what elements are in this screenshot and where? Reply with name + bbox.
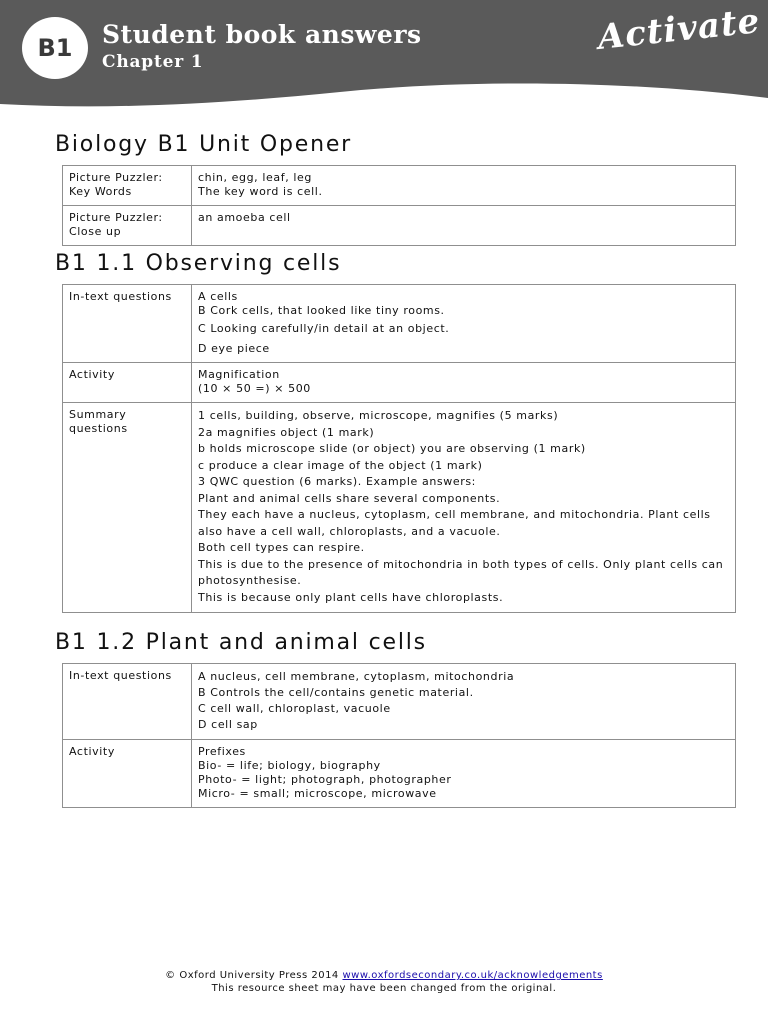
table-row (63, 206, 736, 246)
row-label: Summary questions (63, 403, 192, 613)
row-answer: 1 cells, building, observe, microscope, magnifies (5 marks) 2a magnifies object (1 mark) b holds microscope slide (or object) you are observing (1 mark) c produce a clear image of the object (1 mark) 3 QWC question (6 marks). Example answers: Plant and animal cells share several components. They each have a nucleus, cytoplasm, cell membrane, and mitochondria. Plant cells also have a cell wall, chloroplasts, and a vacuole. Both cell types can respire. This is due to the presence of mitochondria in both types of cells. Only plant cells can photosynthesise. This is because only plant cells have chloroplasts. (192, 403, 736, 613)
row-answer: chin, egg, leaf, leg The key word is cell. (192, 166, 736, 206)
table-row (63, 285, 736, 363)
table-row (63, 664, 736, 740)
row-answer: A nucleus, cell membrane, cytoplasm, mitochondria B Controls the cell/contains genetic material. C cell wall, chloroplast, vacuole D cell sap (192, 664, 736, 740)
row-answer: an amoeba cell (192, 206, 736, 246)
table-observing-cells (62, 284, 736, 613)
row-label: In-text questions (63, 664, 192, 740)
row-label: In-text questions (63, 285, 192, 363)
header-title: Student book answers (102, 20, 422, 49)
row-label: Picture Puzzler: Close up (63, 206, 192, 246)
row-answer: A cells B Cork cells, that looked like tiny rooms. C Looking carefully/in detail at an object. D eye piece (192, 285, 736, 363)
row-answer: Prefixes Bio- = life; biology, biography Photo- = light; photograph, photographer Micro- = small; microscope, microwave (192, 740, 736, 808)
table-unit-opener (62, 165, 736, 246)
row-label: Activity (63, 740, 192, 808)
footer (0, 969, 768, 995)
section-title-unit-opener: Biology B1 Unit Opener (55, 132, 353, 157)
footer-copyright-line (0, 969, 768, 982)
footer-note: This resource sheet may have been changed from the original. (211, 983, 557, 994)
copyright-text: © Oxford University Press 2014 (165, 970, 339, 981)
table-row (63, 740, 736, 808)
table-row (63, 403, 736, 613)
table-row (63, 363, 736, 403)
row-label: Activity (63, 363, 192, 403)
header-subtitle: Chapter 1 (102, 52, 204, 72)
badge-text: B1 (37, 34, 73, 62)
row-answer: Magnification (10 × 50 =) × 500 (192, 363, 736, 403)
section-title-observing-cells: B1 1.1 Observing cells (55, 251, 342, 276)
table-row (63, 166, 736, 206)
row-label: Picture Puzzler: Key Words (63, 166, 192, 206)
table-plant-animal-cells (62, 663, 736, 808)
chapter-badge (22, 17, 88, 79)
activate-logo: Activate (595, 1, 763, 58)
section-title-plant-animal-cells: B1 1.2 Plant and animal cells (55, 630, 427, 655)
acknowledgements-link[interactable]: www.oxfordsecondary.co.uk/acknowledgements (342, 970, 603, 981)
